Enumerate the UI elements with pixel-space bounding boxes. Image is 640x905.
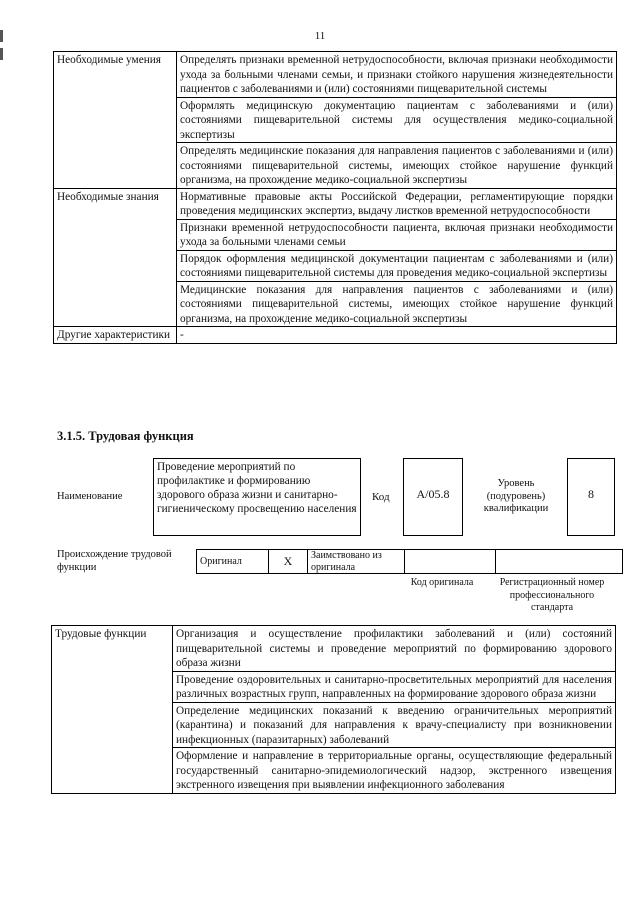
code-label: Код <box>372 491 390 503</box>
original-mark: X <box>269 550 308 574</box>
table-cell: Признаки временной нетрудоспособности пациента, включая признаки необходимости ухода за больными членами семьи <box>177 219 617 250</box>
skills-knowledge-table <box>53 51 617 344</box>
labor-functions-table <box>51 625 616 794</box>
name-label: Наименование <box>57 491 123 502</box>
page-number: 11 <box>314 30 326 42</box>
table-cell: Оформление и направление в территориальные органы, осуществляющие федеральный государственный санитарно-эпидемиологический надзор, экстренного извещения экстренного извещения при выявлении инфекционного заболевания <box>173 748 616 794</box>
table-cell: - <box>177 327 617 344</box>
table-cell: Оформлять медицинскую документацию пациентам с заболеваниями и (или) состояниями пищеварительной системы для осуществления медико-социальной экспертизы <box>177 97 617 143</box>
code-caption: Код оригинала <box>410 577 474 588</box>
table-cell: Порядок оформления медицинской документации пациентам с заболеваниями и (или) состояниями пищеварительной системы для проведения медико-социальной экспертизы <box>177 250 617 281</box>
function-name-box: Проведение мероприятий по профилактике и формированию здорового образа жизни и санитарно-гигиеническому просвещению населения <box>153 458 361 536</box>
table-row <box>54 188 617 219</box>
table-row <box>52 626 616 672</box>
table-cell: Медицинские показания для направления пациентов с заболеваниями и (или) состояниями пищеварительной системы, имеющих стойкое нарушение функций организма, на прохождение медико-социальной экспертизы <box>177 281 617 327</box>
table-cell: Определять медицинские показания для направления пациентов с заболеваниями и (или) состояниями пищеварительной системы, имеющих стойкое нарушение функций организма, на прохождение медико-социальной экспертизы <box>177 143 617 189</box>
row-label: Необходимые знания <box>54 188 177 327</box>
table-row <box>54 327 617 344</box>
origin-table <box>196 549 623 574</box>
original-label: Оригинал <box>197 550 269 574</box>
table-cell: Организация и осуществление профилактики заболеваний и (или) состояний пищеварительной системы и проведение мероприятий по формированию здорового образа жизни <box>173 626 616 672</box>
borrowed-label: Заимствовано из оригинала <box>308 550 405 574</box>
table-cell: Определение медицинских показаний к введению ограничительных мероприятий (карантина) и показаний для направления к врачу-специалисту при возникновении инфекционных (паразитарных) заболеваний <box>173 702 616 748</box>
table-cell: Проведение оздоровительных и санитарно-просветительных мероприятий для населения различных возрастных групп, направленных на формирование здорового образа жизни <box>173 671 616 702</box>
margin-mark <box>0 48 3 60</box>
row-label: Трудовые функции <box>52 626 173 794</box>
origin-label: Происхождение трудовой функции <box>57 549 172 573</box>
row-label: Необходимые умения <box>54 52 177 189</box>
table-cell: Определять признаки временной нетрудоспособности, включая признаки необходимости ухода за больными членами семьи, и признаки стойкого нарушения жизнедеятельности пациентов с заболеваниями и (или) состояниями пищеварительной системы <box>177 52 617 98</box>
section-heading: 3.1.5. Трудовая функция <box>57 429 194 443</box>
table-row <box>197 550 623 574</box>
table-row <box>54 52 617 98</box>
reg-caption: Регистрационный номер профессионального стандарта <box>499 577 605 613</box>
table-cell: Нормативные правовые акты Российской Федерации, регламентирующие порядки проведения медицинских экспертиз, выдачу листков временной нетрудоспособности <box>177 188 617 219</box>
original-code-cell <box>405 550 496 574</box>
row-label: Другие характеристики <box>54 327 177 344</box>
level-label: Уровень (подуровень) квалификации <box>483 478 549 514</box>
code-box: А/05.8 <box>403 458 463 536</box>
reg-number-cell <box>496 550 623 574</box>
level-box: 8 <box>567 458 615 536</box>
